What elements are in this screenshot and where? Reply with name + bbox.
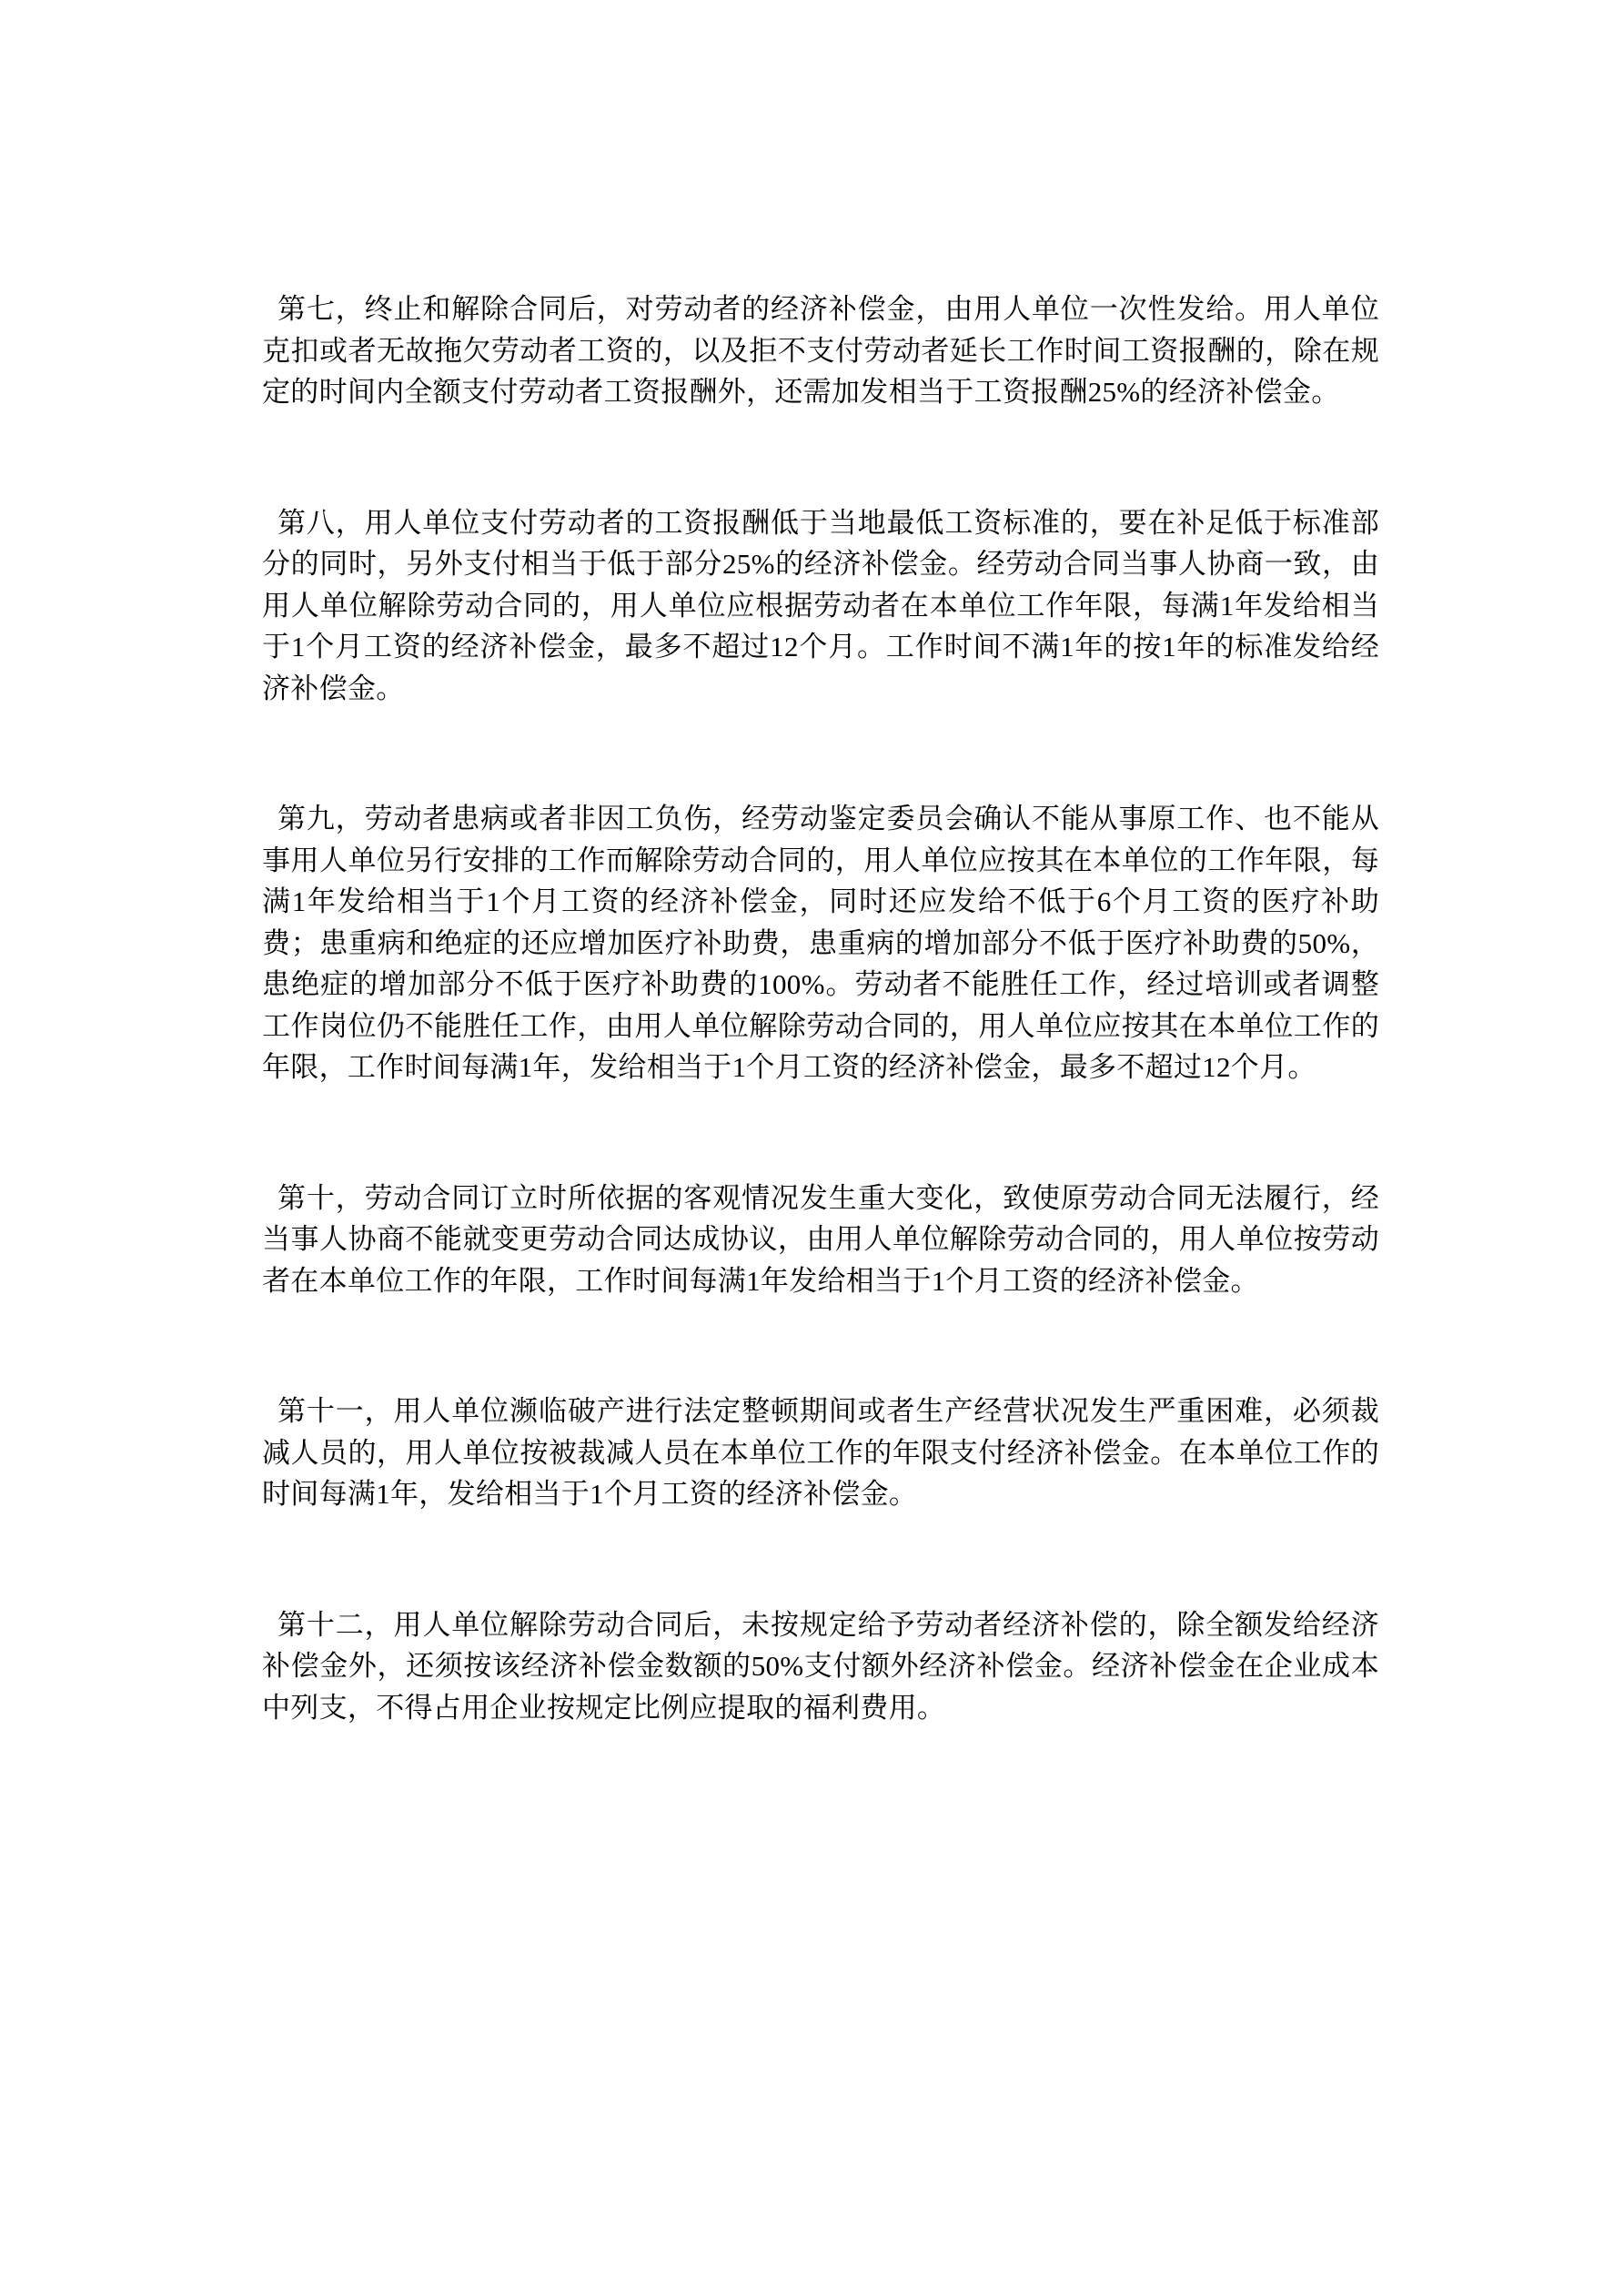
paragraph-article-7: 第七，终止和解除合同后，对劳动者的经济补偿金，由用人单位一次性发给。用人单位克扣或者无故拖欠劳动者工资的，以及拒不支付劳动者延长工作时间工资报酬的，除在规定的时间内全额支付劳动者工资报酬外，还需加发相当于工资报酬25%的经济补偿金。 bbox=[262, 293, 1379, 408]
paragraph-article-9: 第九，劳动者患病或者非因工负伤，经劳动鉴定委员会确认不能从事原工作、也不能从事用人单位另行安排的工作而解除劳动合同的，用人单位应按其在本单位的工作年限，每满1年发给相当于1个月工资的经济补偿金，同时还应发给不低于6个月工资的医疗补助费；患重病和绝症的还应增加医疗补助费，患重病的增加部分不低于医疗补助费的50%，患绝症的增加部分不低于医疗补助费的100%。劳动者不能胜任工作，经过培训或者调整工作岗位仍不能胜任工作，由用人单位解除劳动合同的，用人单位应按其在本单位工作的年限，工作时间每满1年，发给相当于1个月工资的经济补偿金，最多不超过12个月。 bbox=[262, 803, 1379, 1083]
paragraph-article-8: 第八，用人单位支付劳动者的工资报酬低于当地最低工资标准的，要在补足低于标准部分的同时，另外支付相当于低于部分25%的经济补偿金。经劳动合同当事人协商一致，由用人单位解除劳动合同的，用人单位应根据劳动者在本单位工作年限，每满1年发给相当于1个月工资的经济补偿金，最多不超过12个月。工作时间不满1年的按1年的标准发给经济补偿金。 bbox=[262, 506, 1379, 704]
paragraph-article-11: 第十一，用人单位濒临破产进行法定整顿期间或者生产经营状况发生严重困难，必须裁减人员的，用人单位按被裁减人员在本单位工作的年限支付经济补偿金。在本单位工作的时间每满1年，发给相当于1个月工资的经济补偿金。 bbox=[262, 1395, 1379, 1510]
document-body bbox=[262, 288, 1379, 1728]
paragraph-article-12: 第十二，用人单位解除劳动合同后，未按规定给予劳动者经济补偿的，除全额发给经济补偿金外，还须按该经济补偿金数额的50%支付额外经济补偿金。经济补偿金在企业成本中列支，不得占用企业按规定比例应提取的福利费用。 bbox=[262, 1608, 1379, 1724]
paragraph-article-10: 第十，劳动合同订立时所依据的客观情况发生重大变化，致使原劳动合同无法履行，经当事人协商不能就变更劳动合同达成协议，由用人单位解除劳动合同的，用人单位按劳动者在本单位工作的年限，工作时间每满1年发给相当于1个月工资的经济补偿金。 bbox=[262, 1181, 1379, 1297]
